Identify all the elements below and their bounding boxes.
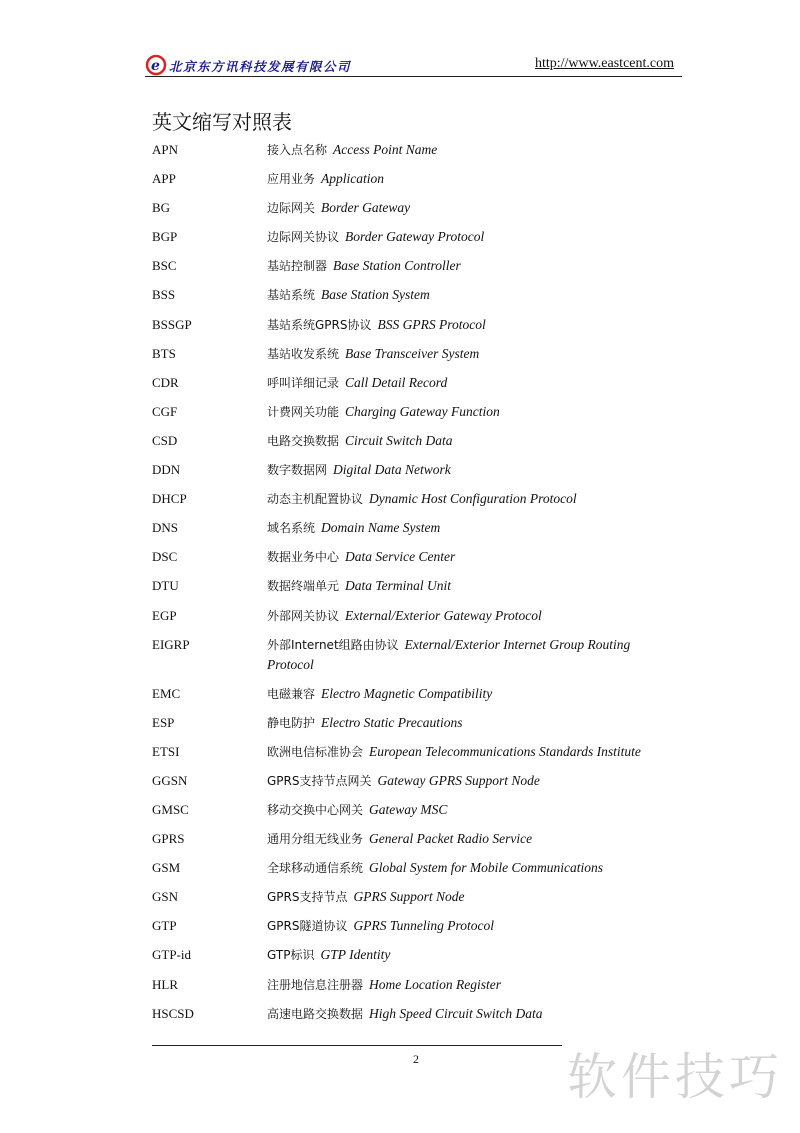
definition <box>267 945 667 965</box>
header-rule <box>145 76 682 77</box>
english-term: GPRS Support Node <box>353 889 465 905</box>
english-term: High Speed Circuit Switch Data <box>369 1005 543 1021</box>
abbreviation: ESP <box>152 714 175 730</box>
definition <box>267 742 667 762</box>
chinese-term: GPRS支持节点网关 <box>267 773 372 788</box>
abbreviation: BSC <box>152 258 177 274</box>
list-item <box>152 198 672 227</box>
chinese-term: 动态主机配置协议 <box>267 492 364 507</box>
list-item <box>152 344 672 373</box>
watermark: 软件技巧 <box>567 1048 783 1106</box>
english-term: External/Exterior Internet Group Routing Protocol <box>267 636 631 672</box>
website-link[interactable]: http://www.eastcent.com <box>534 56 674 71</box>
definition <box>267 576 667 596</box>
english-term: Circuit Switch Data <box>345 432 453 448</box>
english-term: Data Service Center <box>345 549 456 565</box>
definition <box>267 373 667 393</box>
definition <box>267 829 667 849</box>
definition <box>267 606 667 626</box>
definition <box>267 285 667 305</box>
chinese-term: 注册地信息注册器 <box>267 977 364 992</box>
abbreviation: DHCP <box>152 491 187 507</box>
chinese-term: 高速电路交换数据 <box>267 1006 364 1021</box>
definition <box>267 975 667 995</box>
abbreviation: GGSN <box>152 772 188 788</box>
abbreviation: DSC <box>152 549 178 565</box>
list-item <box>152 373 672 402</box>
abbreviation: EGP <box>152 607 177 623</box>
list-item <box>152 431 672 460</box>
english-term: Gateway GPRS Support Node <box>377 772 540 788</box>
abbreviation: GMSC <box>152 801 189 817</box>
list-item <box>152 887 672 916</box>
chinese-term: GPRS隧道协议 <box>267 919 348 934</box>
abbreviation: CGF <box>152 403 178 419</box>
abbreviation: BGP <box>152 229 178 245</box>
list-item <box>152 315 672 344</box>
page-header <box>145 54 682 78</box>
definition <box>267 684 667 704</box>
list-item <box>152 460 672 489</box>
chinese-term: 电路交换数据 <box>267 433 340 448</box>
list-item <box>152 140 672 169</box>
abbreviation: HSCSD <box>152 1005 194 1021</box>
list-item <box>152 576 672 605</box>
definition <box>267 460 667 480</box>
chinese-term: 移动交换中心网关 <box>267 802 364 817</box>
chinese-term: 呼叫详细记录 <box>267 375 340 390</box>
chinese-term: 基站收发系统 <box>267 346 340 361</box>
list-item <box>152 858 672 887</box>
list-item <box>152 945 672 974</box>
chinese-term: 静电防护 <box>267 715 316 730</box>
english-term: GTP Identity <box>320 947 391 963</box>
english-term: External/Exterior Gateway Protocol <box>345 607 542 623</box>
english-term: Domain Name System <box>321 520 441 536</box>
page-title: 英文缩写对照表 <box>152 110 292 134</box>
english-term: GPRS Tunneling Protocol <box>353 918 494 934</box>
english-term: Global System for Mobile Communications <box>369 860 603 876</box>
chinese-term: 数据业务中心 <box>267 550 340 565</box>
definition <box>267 771 667 791</box>
definition <box>267 315 667 335</box>
chinese-term: 计费网关功能 <box>267 404 340 419</box>
english-term: Border Gateway <box>321 200 411 216</box>
list-item <box>152 916 672 945</box>
chinese-term: GTP标识 <box>267 948 315 963</box>
definition <box>267 402 667 422</box>
definition <box>267 489 667 509</box>
english-term: Charging Gateway Function <box>345 403 500 419</box>
list-item <box>152 227 672 256</box>
chinese-term: GPRS支持节点 <box>267 890 348 905</box>
english-term: Call Detail Record <box>345 374 448 390</box>
abbreviation: GTP-id <box>152 947 191 963</box>
list-item <box>152 635 672 684</box>
list-item <box>152 771 672 800</box>
chinese-term: 全球移动通信系统 <box>267 861 364 876</box>
list-item <box>152 547 672 576</box>
english-term: Border Gateway Protocol <box>345 229 485 245</box>
definition <box>267 916 667 936</box>
english-term: General Packet Radio Service <box>369 831 533 847</box>
list-item <box>152 518 672 547</box>
english-term: Electro Static Precautions <box>321 714 463 730</box>
abbreviation: DDN <box>152 462 181 478</box>
list-item <box>152 800 672 829</box>
abbreviation: BSS <box>152 287 176 303</box>
english-term: Base Transceiver System <box>345 345 480 361</box>
chinese-term: 外部网关协议 <box>267 608 340 623</box>
abbreviation: CDR <box>152 374 179 390</box>
chinese-term: 应用业务 <box>267 172 316 187</box>
english-term: Base Station Controller <box>333 258 461 274</box>
definition <box>267 431 667 451</box>
abbreviation: GPRS <box>152 831 185 847</box>
chinese-term: 边际网关协议 <box>267 230 340 245</box>
abbreviation: BTS <box>152 345 176 361</box>
abbreviation: GSN <box>152 889 179 905</box>
list-item <box>152 489 672 518</box>
abbreviation: DTU <box>152 578 179 594</box>
definition <box>267 547 667 567</box>
chinese-term: 基站系统 <box>267 288 316 303</box>
company-logo-icon <box>145 54 167 76</box>
chinese-term: 通用分组无线业务 <box>267 832 364 847</box>
chinese-term: 基站系统GPRS协议 <box>267 317 372 332</box>
definition <box>267 140 667 160</box>
definition <box>267 713 667 733</box>
english-term: BSS GPRS Protocol <box>377 316 486 332</box>
english-term: Electro Magnetic Compatibility <box>321 685 493 701</box>
definition <box>267 198 667 218</box>
english-term: Home Location Register <box>369 976 501 992</box>
abbreviation: GTP <box>152 918 177 934</box>
list-item <box>152 256 672 285</box>
english-term: Base Station System <box>321 287 430 303</box>
abbreviation: BSSGP <box>152 316 192 332</box>
definition <box>267 1004 667 1024</box>
chinese-term: 域名系统 <box>267 521 316 536</box>
abbreviation-list <box>152 140 672 1033</box>
chinese-term: 数字数据网 <box>267 463 328 478</box>
english-term: Application <box>321 171 385 187</box>
list-item <box>152 684 672 713</box>
definition <box>267 344 667 364</box>
chinese-term: 外部Internet组路由协议 <box>267 637 399 652</box>
definition <box>267 887 667 907</box>
footer-rule <box>152 1045 562 1046</box>
chinese-term: 边际网关 <box>267 201 316 216</box>
list-item <box>152 713 672 742</box>
chinese-term: 欧洲电信标准协会 <box>267 744 364 759</box>
chinese-term: 基站控制器 <box>267 259 328 274</box>
abbreviation: CSD <box>152 432 178 448</box>
list-item <box>152 975 672 1004</box>
english-term: Gateway MSC <box>369 801 448 817</box>
list-item <box>152 742 672 771</box>
abbreviation: ETSI <box>152 743 180 759</box>
abbreviation: BG <box>152 200 171 216</box>
abbreviation: HLR <box>152 976 178 992</box>
english-term: Access Point Name <box>333 142 438 157</box>
definition <box>267 800 667 820</box>
abbreviation: APP <box>152 171 176 187</box>
definition <box>267 227 667 247</box>
list-item <box>152 285 672 314</box>
abbreviation: DNS <box>152 520 179 536</box>
abbreviation: APN <box>152 142 179 157</box>
list-item <box>152 1004 672 1033</box>
list-item <box>152 169 672 198</box>
chinese-term: 数据终端单元 <box>267 579 340 594</box>
definition <box>267 518 667 538</box>
english-term: European Telecommunications Standards Institute <box>369 743 641 759</box>
list-item <box>152 829 672 858</box>
company-name: 北京东方讯科技发展有限公司 <box>169 59 352 74</box>
abbreviation: EIGRP <box>152 636 190 652</box>
list-item <box>152 402 672 431</box>
page-number: 2 <box>413 1052 419 1066</box>
definition <box>267 169 667 189</box>
english-term: Dynamic Host Configuration Protocol <box>369 491 577 507</box>
chinese-term: 接入点名称 <box>267 143 328 157</box>
svg-text:e: e <box>151 58 160 74</box>
english-term: Data Terminal Unit <box>345 578 452 594</box>
abbreviation: GSM <box>152 860 181 876</box>
list-item <box>152 606 672 635</box>
abbreviation: EMC <box>152 685 181 701</box>
definition <box>267 858 667 878</box>
definition <box>267 635 667 675</box>
english-term: Digital Data Network <box>333 462 451 478</box>
chinese-term: 电磁兼容 <box>267 686 316 701</box>
definition <box>267 256 667 276</box>
